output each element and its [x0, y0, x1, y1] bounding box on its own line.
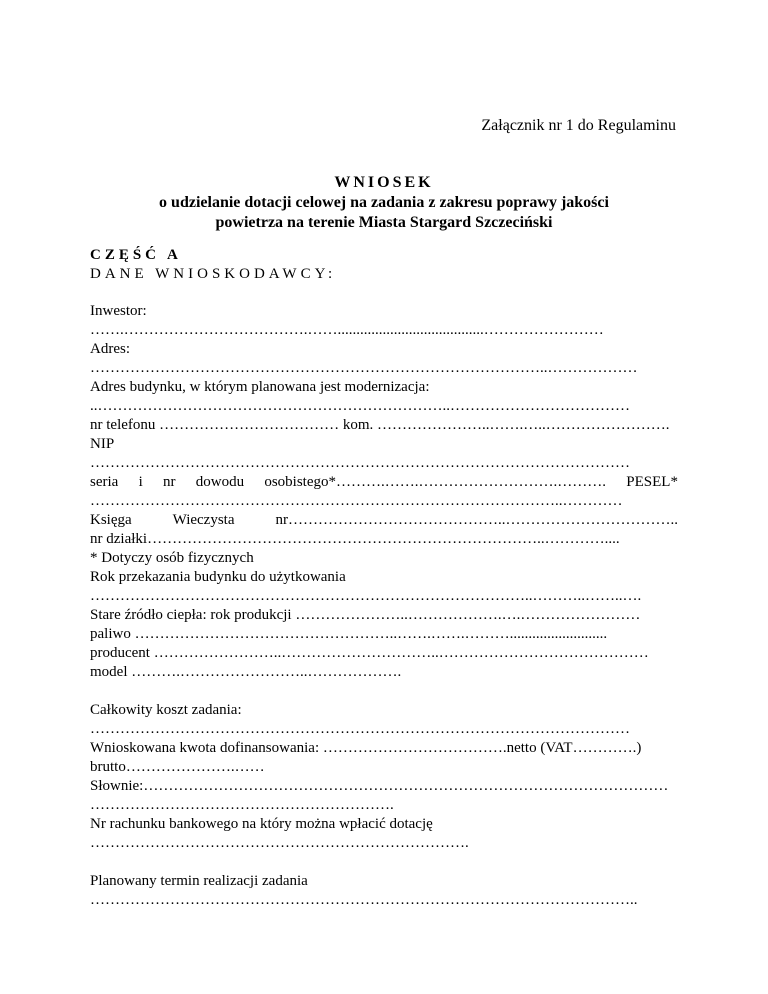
id-word-dowodu: dowodu: [195, 474, 245, 490]
year-field[interactable]: ……………………………………………………………………………..………..……..….: [90, 588, 642, 604]
land-register-row[interactable]: [90, 511, 678, 530]
kw-word-ksiega: Księga: [90, 512, 132, 528]
total-cost-field[interactable]: ………………………………………………………………………………………………: [90, 721, 630, 737]
bank-account-label: Nr rachunku bankowego na który można wpłacić dotację: [90, 816, 433, 832]
address-field[interactable]: ………………………………………………………………………………..………………: [90, 360, 638, 376]
bank-account-field[interactable]: ………………………………………………………………….: [90, 835, 469, 851]
heat-source-field[interactable]: Stare źródło ciepła: rok produkcji …………………..……………….….……………………: [90, 607, 641, 623]
id-word-nr: nr: [163, 474, 176, 490]
nip-label: NIP: [90, 436, 115, 452]
footnote-natural-persons: * Dotyczy osób fizycznych: [90, 550, 254, 566]
kw-number-field: nr……………………………………..……………………………..: [275, 512, 678, 528]
id-pesel-field[interactable]: …………………………………………………………………………………..…………: [90, 493, 623, 509]
requested-amount-field[interactable]: Wnioskowana kwota dofinansowania: ……………………………….netto (VAT………….): [90, 740, 642, 756]
attachment-note: Załącznik nr 1 do Regulaminu: [481, 117, 676, 134]
total-cost-label: Całkowity koszt zadania:: [90, 702, 242, 718]
amount-in-words-field[interactable]: Słownie:……………………………………………………………………………………………: [90, 778, 669, 794]
title-line-1: o udzielanie dotacji celowej na zadania z zakresu poprawy jakości: [159, 194, 609, 211]
pesel-label: PESEL*: [626, 474, 678, 490]
plot-number-field[interactable]: nr działki……………………………………………………………………..…………....: [90, 531, 620, 547]
applicant-form: [90, 302, 678, 910]
kw-word-wieczysta: Wieczysta: [172, 512, 235, 528]
year-label: Rok przekazania budynku do użytkowania: [90, 569, 346, 585]
address-label: Adres:: [90, 341, 130, 357]
part-label: CZĘŚĆ A: [90, 247, 182, 263]
producer-field[interactable]: producent ……………………..…………………………..……………………………………: [90, 645, 649, 661]
id-word-osobistego: osobistego*……….…….……………………….……….: [264, 474, 607, 490]
model-field[interactable]: model ……….……………………..……………….: [90, 664, 402, 680]
spacer: [90, 682, 678, 701]
completion-date-field[interactable]: ………………………………………………………………………………………………..: [90, 892, 638, 908]
building-address-field[interactable]: ..……………………………………………………………..………………………………: [90, 398, 630, 414]
investor-field[interactable]: …….……………………………….…….......................................……………………: [90, 322, 604, 338]
fuel-field[interactable]: paliwo ……………………………………………..…….…….………..........................: [90, 626, 608, 642]
title-main: WNIOSEK: [334, 174, 434, 191]
title-line-2: powietrza na terenie Miasta Stargard Szczeciński: [215, 214, 553, 231]
nip-field[interactable]: ………………………………………………………………………………………………: [90, 455, 630, 471]
investor-label: Inwestor:: [90, 303, 147, 319]
gross-field[interactable]: brutto………………….……: [90, 759, 265, 775]
id-word-seria: seria: [90, 474, 119, 490]
phone-field[interactable]: nr telefonu ……………………………… kom. …………………..…….…..…………………….: [90, 417, 670, 433]
part-subtitle: DANE WNIOSKODAWCY:: [90, 266, 337, 282]
id-card-row[interactable]: [90, 473, 678, 492]
document-title: [90, 173, 678, 233]
spacer: [90, 853, 678, 872]
id-word-i: i: [138, 474, 143, 490]
amount-in-words-continued[interactable]: …………………………………………………….: [90, 797, 394, 813]
building-address-label: Adres budynku, w którym planowana jest modernizacja:: [90, 379, 430, 395]
completion-date-label: Planowany termin realizacji zadania: [90, 873, 308, 889]
